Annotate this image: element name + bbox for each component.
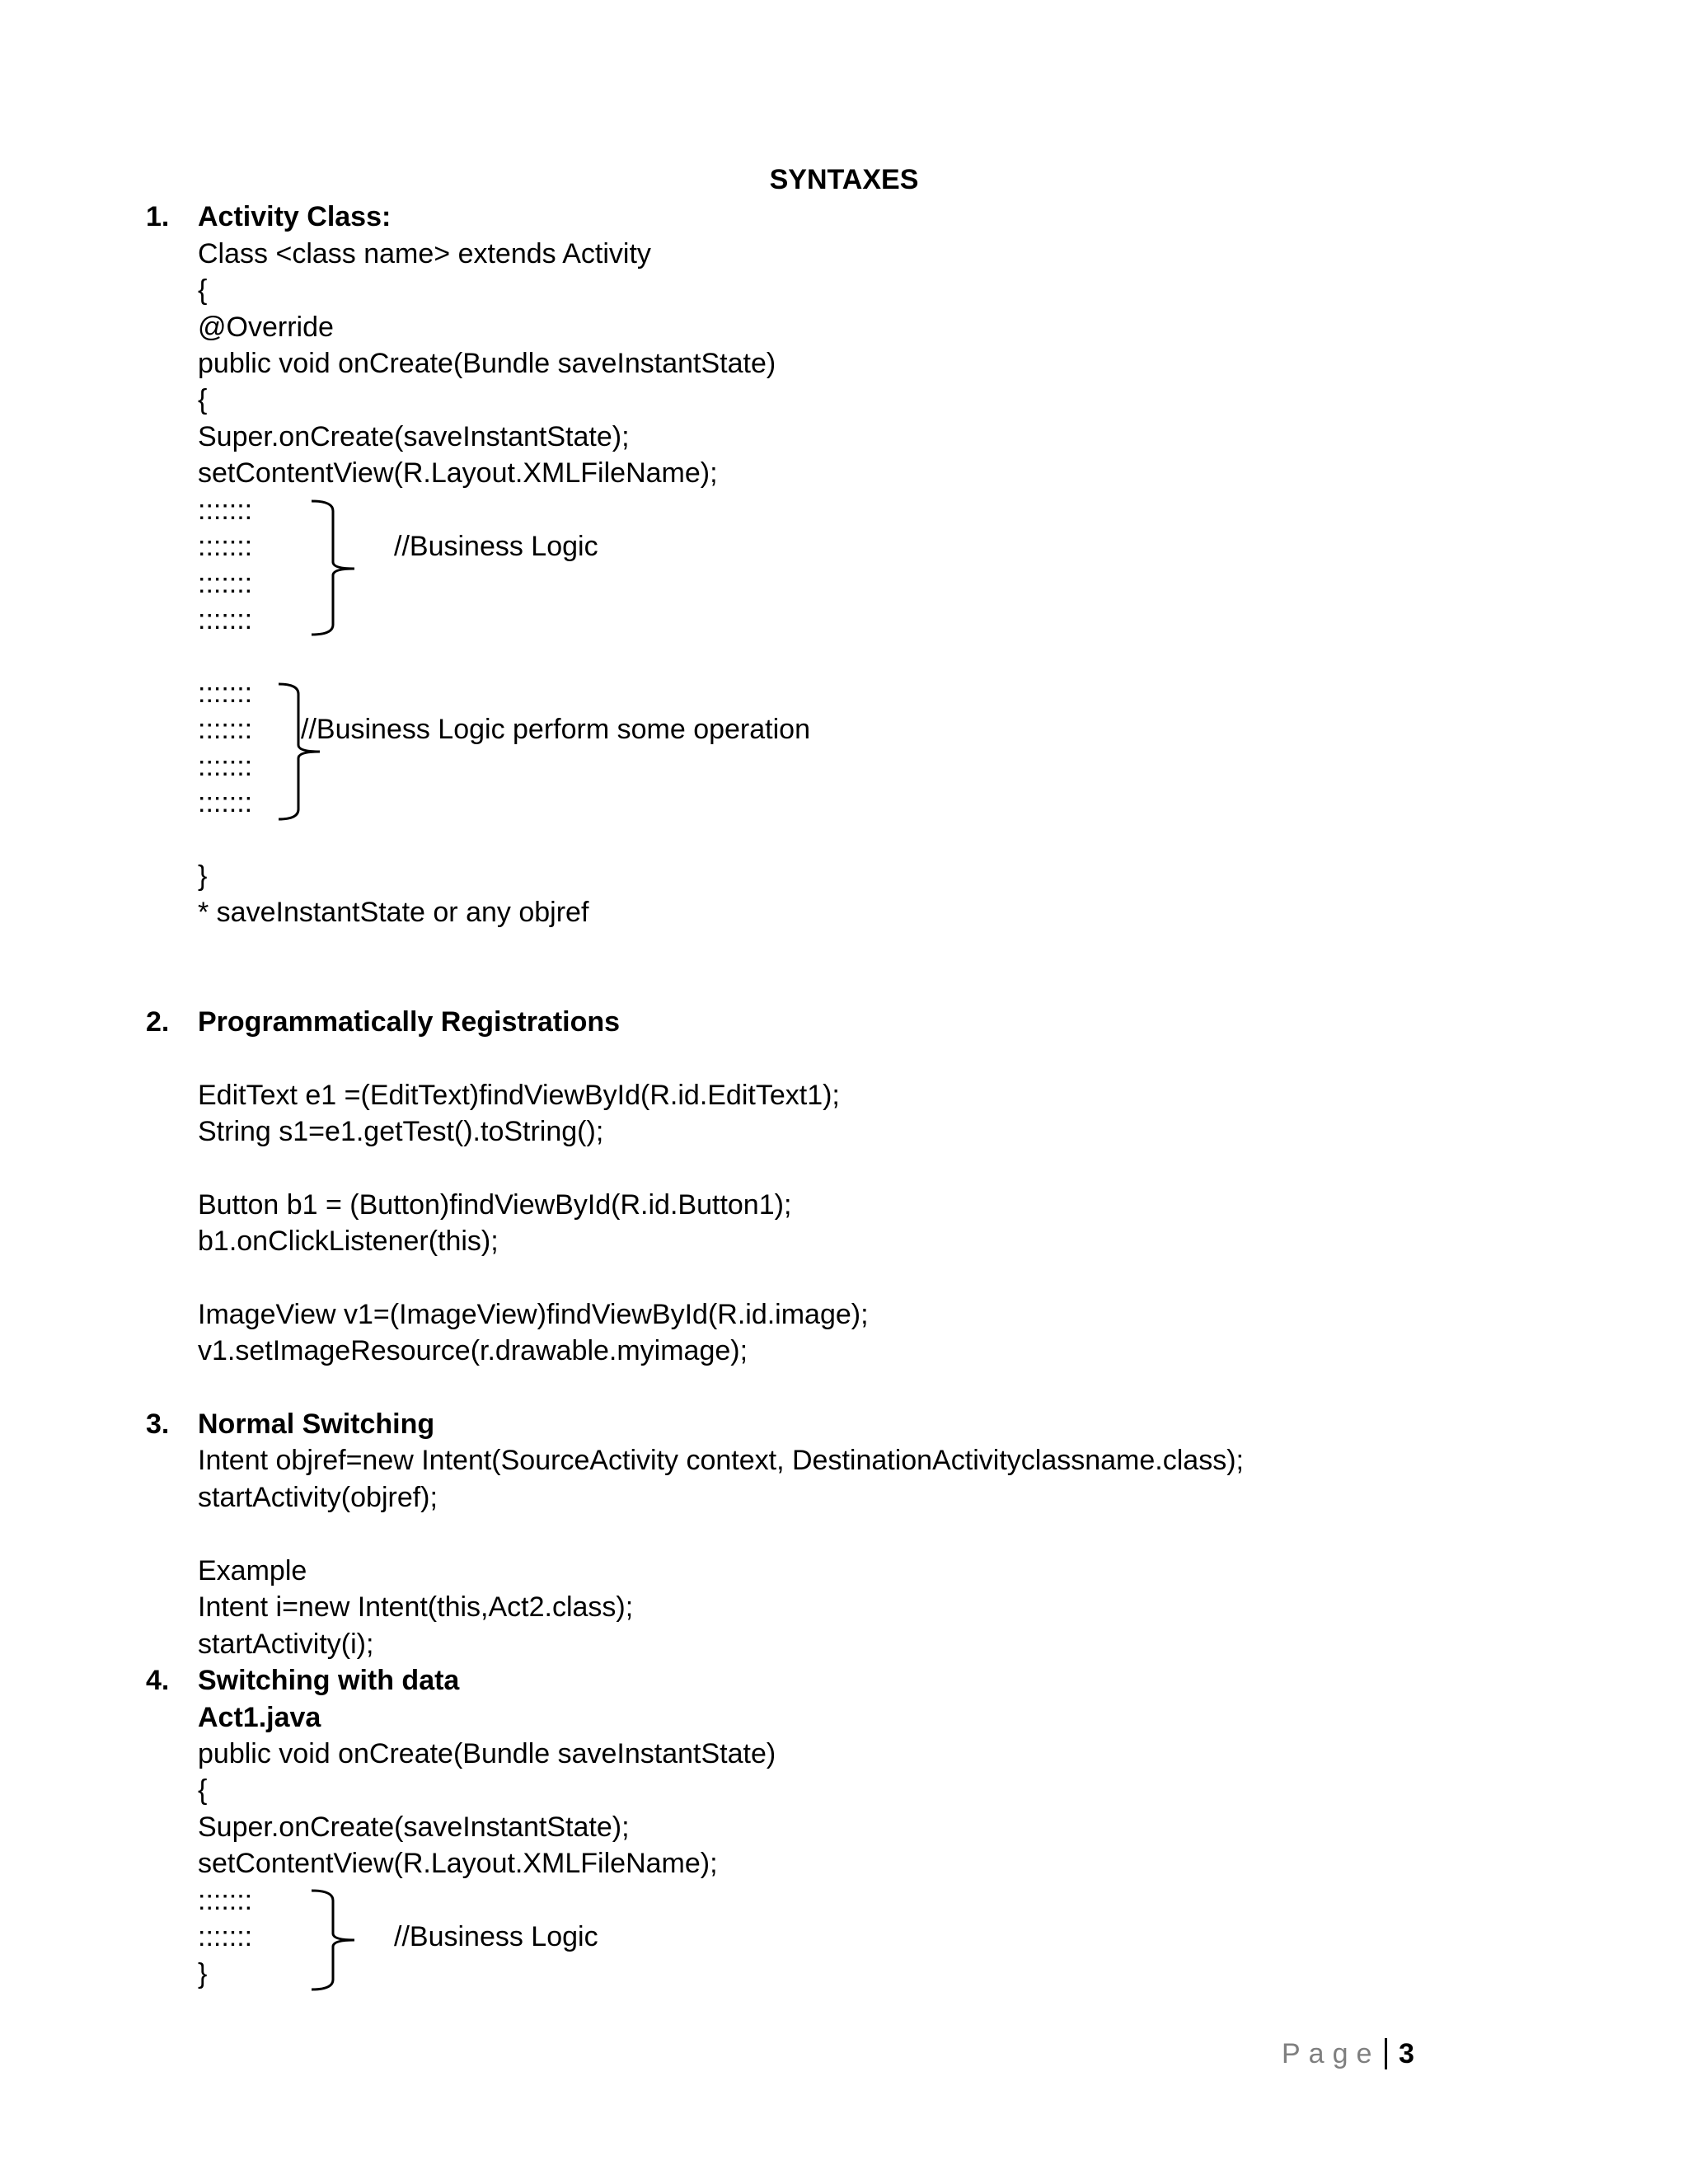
- code-line: Intent objref=new Intent(SourceActivity context, DestinationActivityclassname.class);: [198, 1445, 1244, 1476]
- code-line: startActivity(objref);: [198, 1482, 438, 1513]
- file-name: Act1.java: [198, 1702, 321, 1733]
- placeholder-dots: :::::::: [198, 568, 253, 599]
- example-label: Example: [198, 1555, 307, 1586]
- code-line: startActivity(i);: [198, 1629, 374, 1660]
- code-line: {: [198, 384, 208, 415]
- code-line: ImageView v1=(ImageView)findViewById(R.id.image);: [198, 1299, 869, 1330]
- right-brace-icon: [305, 1887, 363, 1994]
- business-logic-comment: //Business Logic: [394, 531, 598, 562]
- page-label: Page: [1282, 2038, 1381, 2069]
- section-3-heading: Normal Switching: [198, 1408, 435, 1440]
- placeholder-dots: :::::::: [198, 787, 253, 818]
- code-line: Intent i=new Intent(this,Act2.class);: [198, 1591, 634, 1623]
- section-2-number: 2.: [146, 1006, 170, 1038]
- section-4-number: 4.: [146, 1665, 170, 1696]
- placeholder-dots: :::::::: [198, 604, 253, 635]
- code-line: }: [198, 860, 208, 892]
- placeholder-dots: :::::::: [198, 714, 253, 745]
- code-line: public void onCreate(Bundle saveInstantState): [198, 1738, 776, 1769]
- code-line: Class <class name> extends Activity: [198, 238, 651, 269]
- placeholder-dots: :::::::: [198, 751, 253, 782]
- code-line: Super.onCreate(saveInstantState);: [198, 1811, 630, 1843]
- code-line: }: [198, 1958, 208, 1990]
- section-1-number: 1.: [146, 201, 170, 232]
- placeholder-dots: :::::::: [198, 677, 253, 709]
- code-line: Button b1 = (Button)findViewById(R.id.Button1);: [198, 1189, 792, 1221]
- footer-divider: [1385, 2038, 1387, 2069]
- placeholder-dots: :::::::: [198, 531, 253, 562]
- placeholder-dots: :::::::: [198, 494, 253, 526]
- code-line: v1.setImageResource(r.drawable.myimage);: [198, 1335, 748, 1366]
- code-line: public void onCreate(Bundle saveInstantState): [198, 348, 776, 379]
- right-brace-icon: [305, 498, 363, 638]
- code-line: {: [198, 274, 208, 306]
- section-3-number: 3.: [146, 1408, 170, 1440]
- code-line: setContentView(R.Layout.XMLFileName);: [198, 1848, 718, 1879]
- code-line: {: [198, 1774, 208, 1806]
- placeholder-dots: :::::::: [198, 1885, 253, 1916]
- page-title: SYNTAXES: [769, 164, 919, 195]
- right-brace-icon: [274, 681, 331, 823]
- code-line: EditText e1 =(EditText)findViewById(R.id.EditText1);: [198, 1080, 840, 1111]
- code-line: @Override: [198, 312, 334, 343]
- business-logic-comment: //Business Logic: [394, 1921, 598, 1952]
- section-4-heading: Switching with data: [198, 1665, 460, 1696]
- section-1-heading: Activity Class:: [198, 201, 392, 232]
- code-line: b1.onClickListener(this);: [198, 1226, 499, 1257]
- code-line: String s1=e1.getTest().toString();: [198, 1116, 604, 1147]
- placeholder-dots: :::::::: [198, 1921, 253, 1952]
- page-number: 3: [1399, 2038, 1414, 2069]
- note: * saveInstantState or any objref: [198, 897, 589, 928]
- section-2-heading: Programmatically Registrations: [198, 1006, 621, 1038]
- business-logic-operation-comment: //Business Logic perform some operation: [301, 714, 810, 745]
- code-line: Super.onCreate(saveInstantState);: [198, 421, 630, 452]
- code-line: setContentView(R.Layout.XMLFileName);: [198, 457, 718, 489]
